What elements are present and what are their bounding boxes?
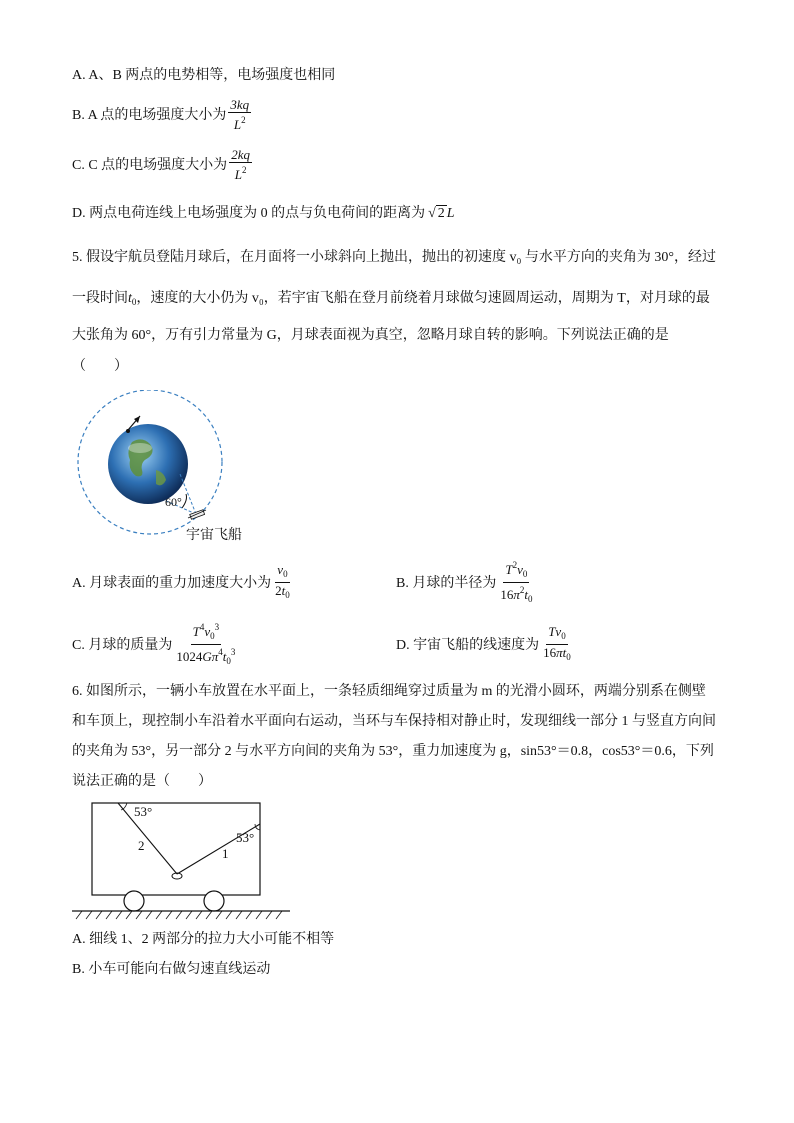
q4-option-c-text: C. C 点的电场强度大小为 xyxy=(72,158,228,173)
moon-globe xyxy=(108,424,188,504)
angle-60-label: 60° xyxy=(165,495,182,509)
q5-stem-line3: 大张角为 60°，万有引力常量为 G，月球表面视为真空，忽略月球自转的影响。下列说法正确的是 xyxy=(72,328,669,343)
q4-option-c-num: 2kq xyxy=(231,146,250,162)
q6-stem-line1: 6. 如图所示，一辆小车放置在水平面上，一条轻质细绳穿过质量为 m 的光滑小圆环，两端分别系在侧壁 xyxy=(72,684,706,699)
spacecraft-label: 宇宙飞船 xyxy=(186,528,242,543)
q4-option-a: A. A、B 两点的电势相等，电场强度也相同 xyxy=(72,68,336,83)
q5-stem-line1: 5. 假设宇航员登陆月球后，在月面将一小球斜向上抛出，抛出的初速度 v₀ 与水平方向的夹角为 30°，经过 xyxy=(72,250,716,265)
q6-stem-line2: 和车顶上，现控制小车沿着水平面向右运动，当环与车保持相对静止时，发现细线一部分 1 与竖直方向间 xyxy=(72,714,716,729)
q5-stem-line2-b: ，速度的大小仍为 v₀，若宇宙飞船在登月前绕着月球做匀速圆周运动，周期为 T，对月球的最 xyxy=(136,291,710,306)
q5-option-b-fraction: $\frac{T^2v_0}{16\pi^2t_0}$ xyxy=(500,559,533,604)
angle-label-left: 53° xyxy=(134,804,153,819)
string-label-2: 2 xyxy=(138,838,145,853)
q6-stem-line4: 说法正确的是（ ） xyxy=(72,774,212,789)
q5-option-d-fraction: $\frac{Tv_0}{16\pi t_0}$ xyxy=(543,623,571,662)
q5-option-c-text: C. 月球的质量为 xyxy=(72,638,173,653)
q5-stem-line2: 一段时间$t_0$，速度的大小仍为 v₀，若宇宙飞船在登月前绕着月球做匀速圆周运动，周期为 T，对月球的最 xyxy=(72,291,710,307)
q5-option-d xyxy=(396,622,575,666)
q4-option-d xyxy=(72,204,455,224)
q5-stem-line4: （ ） xyxy=(72,359,128,374)
wheel-left xyxy=(124,891,144,911)
q5-option-a-fraction: $\frac{v_0}{2t_0}$ xyxy=(275,561,290,600)
q4-option-d-unit: L xyxy=(446,206,455,221)
cart-body xyxy=(92,803,260,895)
cart-figure xyxy=(72,798,292,924)
q4-option-d-value: 2 xyxy=(437,206,445,221)
q5-option-b xyxy=(396,559,536,604)
q4-option-b-fraction: $\frac{3kq}{L^2}$ xyxy=(230,96,250,132)
wheel-right xyxy=(204,891,224,911)
q6-option-b: B. 小车可能向右做匀速直线运动 xyxy=(72,962,271,977)
q5-option-c-fraction: $\frac{T^4v_0^3}{1024G\pi^4t_0^3}$ xyxy=(176,621,236,666)
q4-option-b-num: 3kq xyxy=(230,96,250,112)
q6-option-a: A. 细线 1、2 两部分的拉力大小可能不相等 xyxy=(72,932,335,947)
q5-option-a-text: A. 月球表面的重力加速度大小为 xyxy=(72,576,272,591)
q4-option-c-den: L xyxy=(234,166,242,182)
q4-option-b-text: B. A 点的电场强度大小为 xyxy=(72,108,227,123)
q4-option-d-text: D. 两点电荷连线上电场强度为 0 的点与负电荷间的距离为 xyxy=(72,206,426,221)
q5-option-d-text: D. 宇宙飞船的线速度为 xyxy=(396,638,540,653)
q5-option-c xyxy=(72,622,239,666)
q5-option-b-text: B. 月球的半径为 xyxy=(396,576,497,591)
q4-option-b xyxy=(72,94,253,134)
q5-option-a xyxy=(72,562,294,602)
angle-arc-left xyxy=(121,803,127,810)
q6-stem-line3: 的夹角为 53°，另一部分 2 与水平方向间的夹角为 53°，重力加速度为 g，sin53°＝0.8，cos53°＝0.6，下列 xyxy=(72,744,714,759)
q5-stem-line2-a: 一段时间 xyxy=(72,291,128,306)
angle-arc xyxy=(182,494,187,508)
string-label-1: 1 xyxy=(222,846,229,861)
q4-option-b-den: L xyxy=(233,116,242,132)
cloud-highlight xyxy=(128,443,152,453)
q4-option-c-fraction: $\frac{2kq}{L^2}$ xyxy=(231,146,250,182)
angle-label-right: 53° xyxy=(236,830,255,845)
ball-dot xyxy=(126,429,130,433)
sqrt-symbol: √ 2 xyxy=(428,206,445,221)
q4-option-c xyxy=(72,144,254,184)
ground-hatching xyxy=(76,911,282,919)
